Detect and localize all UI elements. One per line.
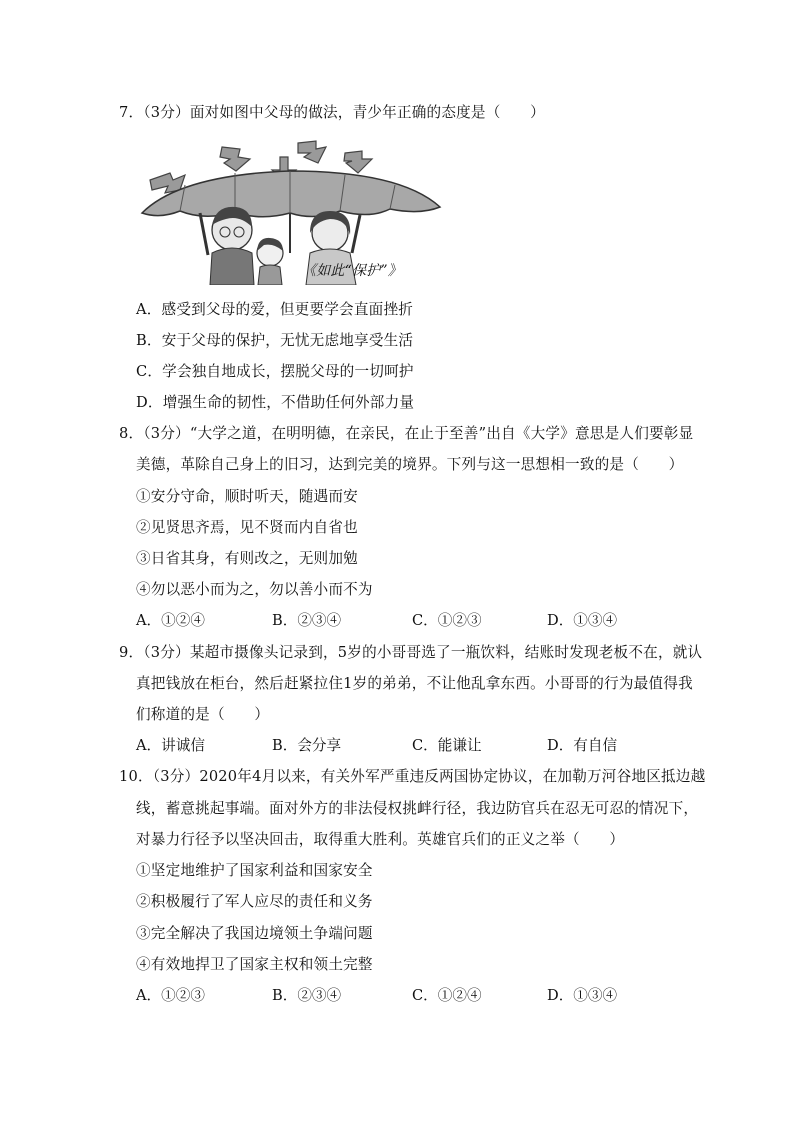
- q9-stem-line3: 们称道的是（ ）: [136, 706, 270, 723]
- q9-choice-b: B．会分享: [272, 737, 342, 754]
- q10-item-3: ③完全解决了我国边境领土争端问题: [136, 925, 373, 942]
- q10-item-1: ①坚定地维护了国家利益和国家安全: [136, 862, 373, 879]
- q8-item-4: ④勿以恶小而为之，勿以善小而不为: [136, 581, 373, 598]
- q10-choice-a: A．①②③: [136, 987, 205, 1004]
- q8-item-1: ①安分守命，顺时听天，随遇而安: [136, 488, 358, 505]
- q7-option-a: A．感受到父母的爱，但更要学会直面挫折: [136, 301, 414, 318]
- q8-item-2: ②见贤思齐焉，见不贤而内自省也: [136, 519, 358, 536]
- q7-option-d: D．增强生命的韧性，不借助任何外部力量: [136, 394, 415, 411]
- q9-choice-c: C．能谦让: [412, 737, 482, 754]
- q9-stem-line1: 9．（3分）某超市摄像头记录到，5岁的小哥哥选了一瓶饮料，结账时发现老板不在，就认: [119, 644, 703, 661]
- q10-choice-c: C．①②④: [412, 987, 482, 1004]
- q10-stem-line1: 10．（3分）2020年4月以来，有关外军严重违反两国协定协议，在加勒万河谷地区抵边越: [119, 768, 706, 785]
- q7-stem: 7．（3分）面对如图中父母的做法，青少年正确的态度是（ ）: [119, 104, 545, 121]
- q7-option-c: C．学会独自地成长，摆脱父母的一切呵护: [136, 363, 414, 380]
- q8-stem-line2: 美德，革除自己身上的旧习，达到完美的境界。下列与这一思想相一致的是（ ）: [136, 456, 684, 473]
- cartoon-caption: 《如此“保护”》: [302, 263, 402, 279]
- q10-choice-d: D．①③④: [547, 987, 618, 1004]
- q9-stem-line2: 真把钱放在柜台，然后赶紧拉住1岁的弟弟，不让他乱拿东西。小哥哥的行为最值得我: [136, 675, 693, 692]
- q8-choice-c: C．①②③: [412, 612, 482, 629]
- q10-choice-b: B．②③④: [272, 987, 342, 1004]
- umbrella-canopy: [142, 171, 440, 217]
- q8-choice-b: B．②③④: [272, 612, 342, 629]
- q10-item-4: ④有效地捍卫了国家主权和领土完整: [136, 956, 373, 973]
- q10-stem-line3: 对暴力行径予以坚决回击，取得重大胜利。英雄官兵们的正义之举（ ）: [136, 831, 625, 848]
- q9-choice-a: A．讲诚信: [136, 737, 205, 754]
- q8-stem-line1: 8．（3分）“大学之道，在明明德，在亲民，在止于至善”出自《大学》意思是人们要彰显: [119, 425, 694, 442]
- q8-item-3: ③日省其身，有则改之，无则加勉: [136, 550, 358, 567]
- q7-option-b: B．安于父母的保护，无忧无虑地享受生活: [136, 332, 414, 349]
- q10-stem-line2: 线，蓄意挑起事端。面对外方的非法侵权挑衅行径，我边防官兵在忍无可忍的情况下，: [136, 800, 699, 817]
- q8-choice-d: D．①③④: [547, 612, 618, 629]
- father-figure: [200, 207, 254, 285]
- q8-choice-a: A．①②④: [136, 612, 205, 629]
- q9-choice-d: D．有自信: [547, 737, 618, 754]
- child-figure: [257, 238, 283, 285]
- q10-item-2: ②积极履行了军人应尽的责任和义务: [136, 893, 373, 910]
